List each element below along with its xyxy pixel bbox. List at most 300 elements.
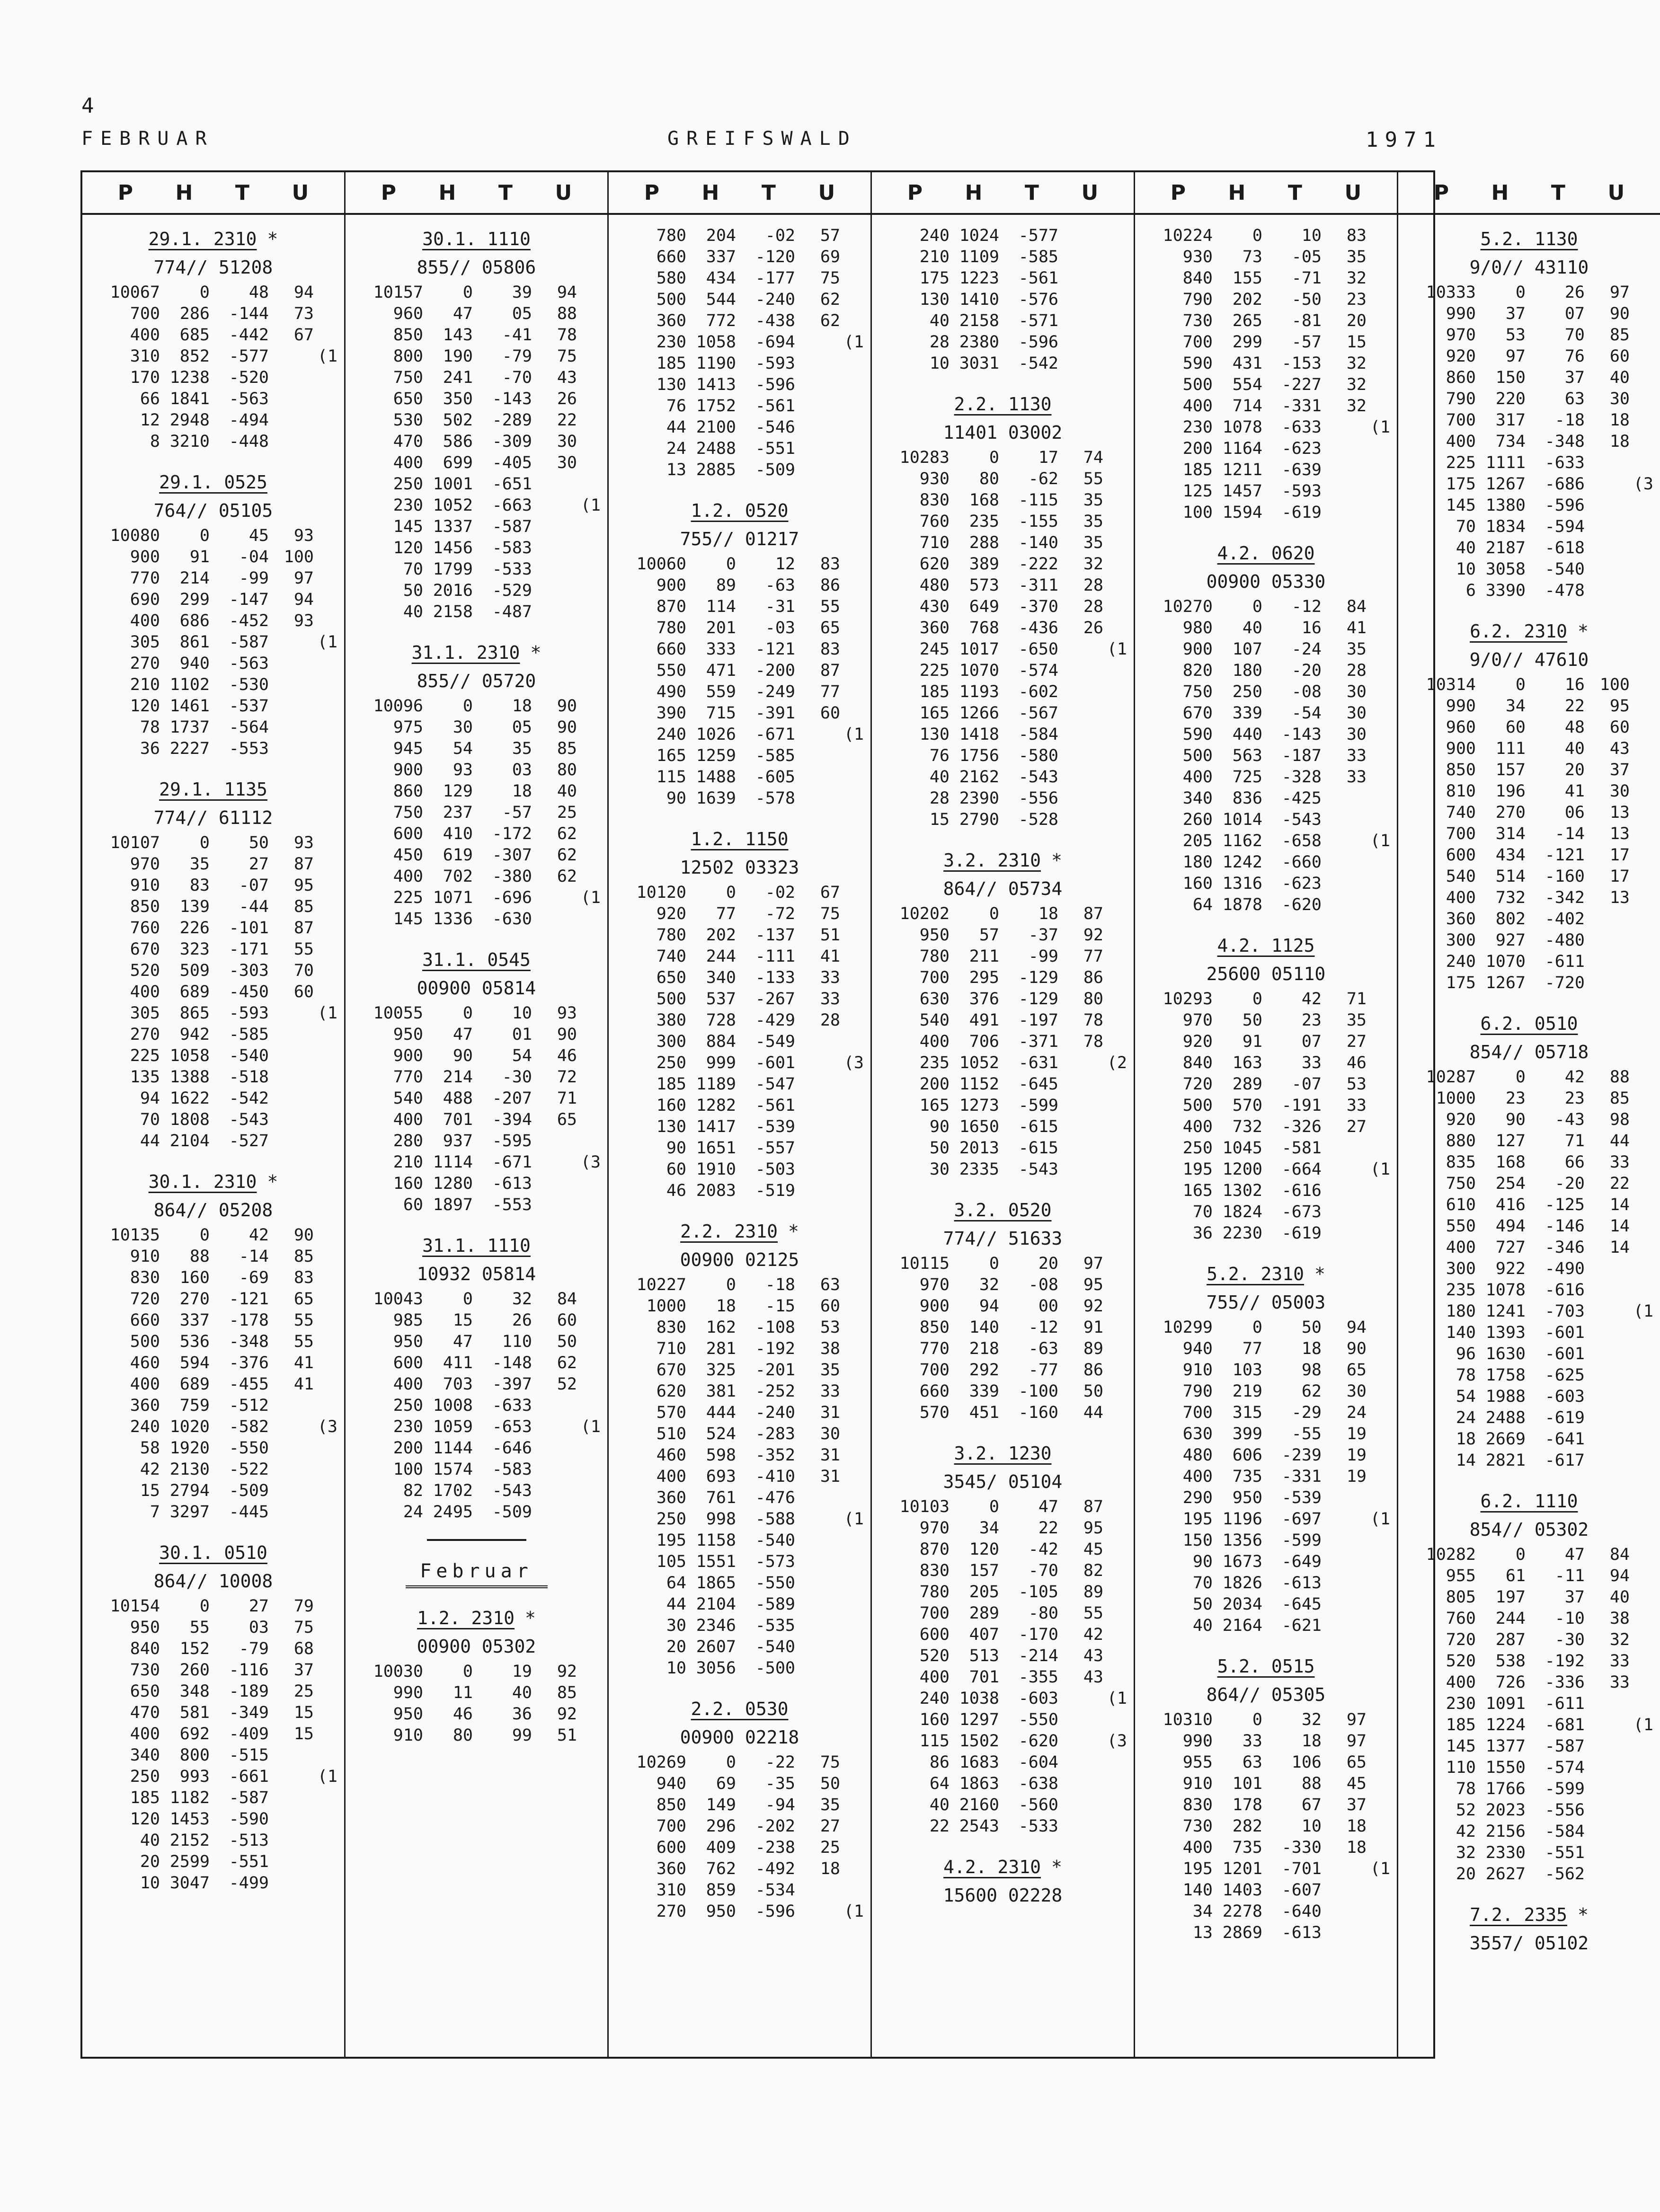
table-row <box>89 1617 337 1638</box>
humidity-cell: 37 <box>1346 1796 1367 1814</box>
table-row <box>615 1837 864 1858</box>
humidity-cell: 100 <box>1599 675 1630 694</box>
temperature-cell: -18 <box>765 1275 795 1294</box>
table-row <box>1142 1116 1390 1138</box>
table-row <box>1142 767 1390 788</box>
temperature-cell: -585 <box>1018 248 1058 266</box>
table-row <box>89 653 337 674</box>
pressure-cell: 470 <box>130 1703 160 1722</box>
table-row <box>89 346 337 367</box>
height-cell: 685 <box>179 326 210 345</box>
table-row <box>1405 951 1653 973</box>
table-row <box>879 788 1127 809</box>
temperature-cell: -661 <box>229 1767 269 1786</box>
table-row <box>352 760 601 781</box>
pressure-cell: 10227 <box>636 1275 686 1294</box>
temperature-cell: 05 <box>512 718 532 737</box>
pressure-cell: 400 <box>1446 432 1476 451</box>
height-cell: 157 <box>969 1561 999 1580</box>
temperature-cell: -535 <box>755 1616 795 1635</box>
height-cell: 409 <box>706 1838 736 1857</box>
temperature-cell: -54 <box>1291 704 1322 723</box>
pressure-cell: 195 <box>1182 1160 1213 1179</box>
pressure-cell: 40 <box>929 311 950 330</box>
table-row <box>1405 367 1653 389</box>
pressure-cell: 400 <box>919 1668 950 1687</box>
table-row <box>879 469 1127 490</box>
temperature-cell: -617 <box>1545 1451 1585 1470</box>
height-cell: 1488 <box>696 768 736 787</box>
temperature-cell: -02 <box>765 226 795 245</box>
pressure-cell: 200 <box>919 1075 950 1094</box>
pressure-cell: 40 <box>403 602 423 621</box>
temperature-cell: -618 <box>1545 539 1585 557</box>
pressure-cell: 240 <box>919 1689 950 1708</box>
pressure-cell: 195 <box>656 1531 686 1550</box>
humidity-cell: 41 <box>1346 619 1367 637</box>
pressure-cell: 360 <box>656 1488 686 1507</box>
table-row <box>1405 1301 1653 1322</box>
temperature-cell: -696 <box>492 888 532 907</box>
height-cell: 1164 <box>1222 439 1262 458</box>
humidity-cell: 33 <box>1609 1153 1630 1172</box>
table-row <box>615 460 864 481</box>
pressure-cell: 10283 <box>899 448 950 467</box>
temperature-cell: -633 <box>1281 418 1322 437</box>
height-cell: 18 <box>716 1297 736 1316</box>
pressure-cell: 500 <box>656 990 686 1009</box>
table-row <box>615 681 864 703</box>
pressure-cell: 165 <box>919 1096 950 1115</box>
height-cell: 287 <box>1495 1630 1526 1649</box>
pressure-cell: 550 <box>1446 1217 1476 1236</box>
height-cell: 865 <box>179 1004 210 1023</box>
temperature-cell: 110 <box>502 1332 532 1351</box>
height-cell: 732 <box>1232 1117 1262 1136</box>
temperature-cell: -192 <box>755 1339 795 1358</box>
height-cell: 60 <box>1505 718 1526 737</box>
table-row <box>615 767 864 788</box>
temperature-cell: -171 <box>229 940 269 959</box>
pressure-cell: 990 <box>393 1683 423 1702</box>
height-cell: 1453 <box>169 1810 210 1829</box>
humidity-cell: 70 <box>293 961 314 980</box>
height-cell: 732 <box>1495 888 1526 907</box>
height-cell: 619 <box>443 846 473 865</box>
humidity-cell: 27 <box>1346 1032 1367 1051</box>
table-row <box>1405 845 1653 866</box>
temperature-cell: -478 <box>1545 581 1585 600</box>
pressure-cell: 630 <box>1182 1425 1213 1443</box>
height-cell: 34 <box>1505 697 1526 716</box>
temperature-cell: -601 <box>1545 1323 1585 1342</box>
table-row <box>879 1539 1127 1560</box>
height-cell: 431 <box>1232 354 1262 373</box>
temperature-cell: -120 <box>755 248 795 266</box>
temperature-cell: -94 <box>765 1796 795 1814</box>
sounding-identifier: 9/0// 43110 <box>1469 257 1589 278</box>
pressure-cell: 750 <box>1446 1174 1476 1193</box>
temperature-cell: -42 <box>1028 1540 1058 1559</box>
pressure-cell: 770 <box>130 569 160 588</box>
table-row <box>879 1296 1127 1317</box>
humidity-cell: 13 <box>1609 824 1630 843</box>
table-row <box>615 946 864 967</box>
height-cell: 937 <box>443 1132 473 1150</box>
temperature-cell: 45 <box>249 526 269 545</box>
table-row <box>1142 1594 1390 1615</box>
temperature-cell: -527 <box>229 1132 269 1150</box>
column-header-label: H <box>701 180 719 205</box>
temperature-cell: -553 <box>492 1195 532 1214</box>
table-row <box>879 1253 1127 1274</box>
table-row <box>879 1646 1127 1667</box>
temperature-cell: -499 <box>229 1874 269 1893</box>
table-row <box>89 1681 337 1702</box>
height-cell: 1756 <box>959 746 999 765</box>
sounding-block <box>615 497 864 809</box>
temperature-cell: -633 <box>492 1396 532 1415</box>
pressure-cell: 8 <box>150 432 160 451</box>
humidity-cell: 85 <box>557 1683 577 1702</box>
table-row <box>615 374 864 396</box>
humidity-cell: 32 <box>1346 397 1367 416</box>
height-cell: 702 <box>443 867 473 886</box>
table-row <box>1142 1445 1390 1466</box>
temperature-cell: -671 <box>492 1153 532 1172</box>
temperature-cell: -599 <box>1545 1779 1585 1798</box>
table-row <box>1142 1159 1390 1180</box>
table-row <box>1142 1816 1390 1837</box>
temperature-cell: -08 <box>1028 1275 1058 1294</box>
table-row <box>615 1074 864 1095</box>
temperature-cell: -613 <box>492 1174 532 1193</box>
temperature-cell: -31 <box>765 597 795 616</box>
pressure-cell: 860 <box>393 782 423 801</box>
table-row <box>89 960 337 982</box>
temperature-cell: 39 <box>512 283 532 302</box>
pressure-cell: 770 <box>393 1068 423 1087</box>
pressure-cell: 760 <box>1446 1609 1476 1628</box>
height-cell: 2152 <box>169 1831 210 1850</box>
pressure-cell: 140 <box>1446 1323 1476 1342</box>
humidity-cell: 87 <box>293 855 314 874</box>
pressure-cell: 260 <box>1182 810 1213 829</box>
sounding-date-time: 30.1. 2310 <box>148 1171 257 1192</box>
table-row <box>879 967 1127 989</box>
humidity-cell: 60 <box>820 704 840 723</box>
temperature-cell: 16 <box>1564 675 1585 694</box>
height-cell: 1337 <box>433 517 473 536</box>
height-cell: 1182 <box>169 1788 210 1807</box>
temperature-cell: 71 <box>1564 1132 1585 1150</box>
table-row <box>352 538 601 559</box>
table-row <box>1405 474 1653 495</box>
humidity-cell: 78 <box>1083 1011 1103 1030</box>
sounding-identifier: 774// 61112 <box>153 807 273 828</box>
table-column <box>82 172 346 2057</box>
humidity-cell: 43 <box>1609 739 1630 758</box>
humidity-cell: 42 <box>1083 1625 1103 1644</box>
height-cell: 295 <box>969 968 999 987</box>
height-cell: 1193 <box>959 682 999 701</box>
pressure-cell: 82 <box>403 1481 423 1500</box>
sounding-block <box>352 1232 601 1523</box>
height-cell: 434 <box>1495 846 1526 865</box>
humidity-cell: 30 <box>1346 1382 1367 1401</box>
sounding-date-time: 3.2. 0520 <box>954 1200 1052 1221</box>
pressure-cell: 10270 <box>1163 597 1213 616</box>
pressure-cell: 340 <box>1182 789 1213 808</box>
pressure-cell: 145 <box>393 910 423 929</box>
humidity-cell: 50 <box>1083 1382 1103 1401</box>
table-row <box>1405 1672 1653 1693</box>
height-cell: 1841 <box>169 389 210 408</box>
height-cell: 1196 <box>1222 1510 1262 1529</box>
note-cell: (1 <box>580 888 601 907</box>
height-cell: 0 <box>989 904 999 923</box>
height-cell: 1878 <box>1222 895 1262 914</box>
table-row <box>615 1637 864 1658</box>
height-cell: 1058 <box>169 1046 210 1065</box>
humidity-cell: 62 <box>557 846 577 865</box>
table-row <box>1405 674 1653 696</box>
height-cell: 1316 <box>1222 874 1262 893</box>
humidity-cell: 78 <box>557 326 577 345</box>
sounding-block <box>1405 1901 1653 1958</box>
temperature-cell: -57 <box>502 803 532 822</box>
humidity-cell: 28 <box>1083 576 1103 595</box>
pressure-cell: 400 <box>919 1032 950 1051</box>
sounding-block <box>879 1196 1127 1424</box>
column-header-label: T <box>1551 180 1565 205</box>
pressure-cell: 30 <box>666 1616 686 1635</box>
height-cell: 940 <box>179 654 210 673</box>
humidity-cell: 24 <box>1346 1403 1367 1422</box>
table-row <box>1142 1530 1390 1551</box>
table-row <box>89 717 337 738</box>
height-cell: 1622 <box>169 1089 210 1108</box>
table-row <box>879 1010 1127 1031</box>
temperature-cell: -326 <box>1281 1117 1322 1136</box>
temperature-cell: -590 <box>229 1810 269 1829</box>
column-header-label: P <box>644 180 660 205</box>
humidity-cell: 83 <box>820 640 840 659</box>
pressure-cell: 750 <box>393 803 423 822</box>
humidity-cell: 17 <box>1609 867 1630 886</box>
temperature-cell: -309 <box>492 432 532 451</box>
pressure-cell: 620 <box>656 1382 686 1401</box>
table-row <box>879 1518 1127 1539</box>
table-row <box>1142 1709 1390 1731</box>
pressure-cell: 910 <box>1182 1361 1213 1380</box>
sounding-title <box>352 225 601 253</box>
pressure-cell: 430 <box>919 597 950 616</box>
height-cell: 237 <box>443 803 473 822</box>
height-cell: 157 <box>1495 761 1526 779</box>
temperature-cell: -611 <box>1545 1694 1585 1713</box>
sounding-block <box>1142 1260 1390 1637</box>
table-row <box>1142 894 1390 916</box>
temperature-cell: -564 <box>229 718 269 737</box>
pressure-cell: 740 <box>656 947 686 966</box>
table-row <box>1405 1864 1653 1885</box>
height-cell: 289 <box>969 1604 999 1623</box>
table-row <box>879 490 1127 511</box>
temperature-cell: -587 <box>492 517 532 536</box>
sounding-date-time: 5.2. 2310 <box>1207 1264 1304 1284</box>
temperature-cell: -29 <box>1291 1403 1322 1422</box>
table-row <box>879 1709 1127 1731</box>
pressure-cell: 790 <box>1182 1382 1213 1401</box>
column-header <box>609 172 870 215</box>
pressure-cell: 235 <box>919 1053 950 1072</box>
sounding-title <box>1405 1487 1653 1515</box>
height-cell: 35 <box>189 855 210 874</box>
height-cell: 836 <box>1232 789 1262 808</box>
humidity-cell: 75 <box>820 269 840 288</box>
pressure-cell: 10055 <box>373 1004 423 1023</box>
height-cell: 1267 <box>1485 973 1526 992</box>
table-row <box>1405 781 1653 802</box>
temperature-cell: -202 <box>755 1817 795 1836</box>
temperature-cell: -331 <box>1281 397 1322 416</box>
table-row <box>1142 681 1390 703</box>
pressure-cell: 120 <box>130 697 160 716</box>
pressure-cell: 115 <box>656 768 686 787</box>
height-cell: 270 <box>179 1290 210 1309</box>
temperature-cell: -330 <box>1281 1838 1322 1857</box>
column-header <box>1135 172 1397 215</box>
height-cell: 2278 <box>1222 1902 1262 1921</box>
column-header-label: U <box>1344 180 1362 205</box>
humidity-cell: 94 <box>293 283 314 302</box>
temperature-cell: -551 <box>1545 1843 1585 1862</box>
temperature-cell: 18 <box>1301 1339 1322 1358</box>
sounding-identifier: 00900 05814 <box>417 978 536 999</box>
height-cell: 2346 <box>696 1616 736 1635</box>
humidity-cell: 90 <box>1609 304 1630 323</box>
height-cell: 701 <box>443 1110 473 1129</box>
height-cell: 77 <box>716 904 736 923</box>
table-column <box>1135 172 1398 2057</box>
temperature-cell: 07 <box>1301 1032 1322 1051</box>
height-cell: 1356 <box>1222 1531 1262 1550</box>
pressure-cell: 50 <box>403 581 423 600</box>
pressure-cell: 225 <box>393 888 423 907</box>
column-header-label: P <box>1433 180 1449 205</box>
note-cell: (1 <box>317 633 337 652</box>
table-row <box>879 703 1127 724</box>
temperature-cell: -307 <box>492 846 532 865</box>
table-row <box>1142 502 1390 523</box>
humidity-cell: 78 <box>1083 1032 1103 1051</box>
table-row <box>89 832 337 854</box>
sounding-identifier: 854// 05302 <box>1469 1519 1589 1540</box>
temperature-cell: -550 <box>229 1439 269 1458</box>
humidity-cell: 55 <box>293 1311 314 1330</box>
temperature-cell: 88 <box>1301 1774 1322 1793</box>
temperature-cell: -664 <box>1281 1160 1322 1179</box>
temperature-cell: -663 <box>492 496 532 515</box>
pressure-cell: 120 <box>393 539 423 557</box>
pressure-cell: 70 <box>140 1110 160 1129</box>
pressure-cell: 970 <box>1182 1011 1213 1030</box>
pressure-cell: 210 <box>919 248 950 266</box>
pressure-cell: 945 <box>393 739 423 758</box>
height-cell: 440 <box>1232 725 1262 744</box>
sounding-date-time: 1.2. 2310 <box>417 1608 515 1628</box>
pressure-cell: 240 <box>919 226 950 245</box>
temperature-cell: -177 <box>755 269 795 288</box>
height-cell: 1190 <box>696 354 736 373</box>
sounding-title <box>352 639 601 666</box>
pressure-cell: 10224 <box>1163 226 1213 245</box>
pressure-cell: 140 <box>1182 1881 1213 1900</box>
humidity-cell: 60 <box>557 1311 577 1330</box>
sounding-table <box>80 170 1653 2059</box>
temperature-cell: -534 <box>755 1881 795 1900</box>
humidity-cell: 53 <box>820 1318 840 1337</box>
pressure-cell: 710 <box>919 533 950 552</box>
height-cell: 2230 <box>1222 1224 1262 1243</box>
table-row <box>1142 1402 1390 1424</box>
pressure-cell: 500 <box>1182 1096 1213 1115</box>
pressure-cell: 360 <box>130 1396 160 1415</box>
pressure-cell: 835 <box>1446 1153 1476 1172</box>
table-row <box>89 1310 337 1331</box>
temperature-cell: -585 <box>229 1025 269 1044</box>
table-row <box>879 1317 1127 1338</box>
height-cell: 89 <box>716 576 736 595</box>
height-cell: 1297 <box>959 1710 999 1729</box>
pressure-cell: 500 <box>130 1332 160 1351</box>
sounding-identifier: 855// 05806 <box>417 257 536 278</box>
height-cell: 2104 <box>696 1595 736 1614</box>
pressure-cell: 460 <box>656 1446 686 1465</box>
height-cell: 1026 <box>696 725 736 744</box>
pressure-cell: 720 <box>1182 1075 1213 1094</box>
temperature-cell: -227 <box>1281 375 1322 394</box>
table-row <box>1405 717 1653 738</box>
pressure-cell: 700 <box>919 968 950 987</box>
table-row <box>352 1194 601 1216</box>
pressure-cell: 650 <box>130 1682 160 1701</box>
temperature-cell: 48 <box>249 283 269 302</box>
table-row <box>352 1438 601 1459</box>
sounding-block <box>352 1557 601 1588</box>
height-cell: 686 <box>179 611 210 630</box>
height-cell: 314 <box>1495 824 1526 843</box>
table-row <box>879 1731 1127 1752</box>
pressure-cell: 400 <box>656 1467 686 1486</box>
temperature-cell: -30 <box>1554 1630 1585 1649</box>
note-cell: (3 <box>843 1053 864 1072</box>
height-cell: 0 <box>989 448 999 467</box>
pressure-cell: 830 <box>919 491 950 510</box>
column-header-label: U <box>1607 180 1625 205</box>
table-row <box>1405 1450 1653 1471</box>
temperature-cell: -543 <box>1281 810 1322 829</box>
pressure-cell: 400 <box>393 1375 423 1394</box>
note-cell: (1 <box>317 1004 337 1023</box>
height-cell: 0 <box>199 283 210 302</box>
pressure-cell: 20 <box>666 1637 686 1656</box>
height-cell: 649 <box>969 597 999 616</box>
table-row <box>1405 389 1653 410</box>
column-header-label: H <box>1491 180 1509 205</box>
pressure-cell: 970 <box>919 1519 950 1538</box>
